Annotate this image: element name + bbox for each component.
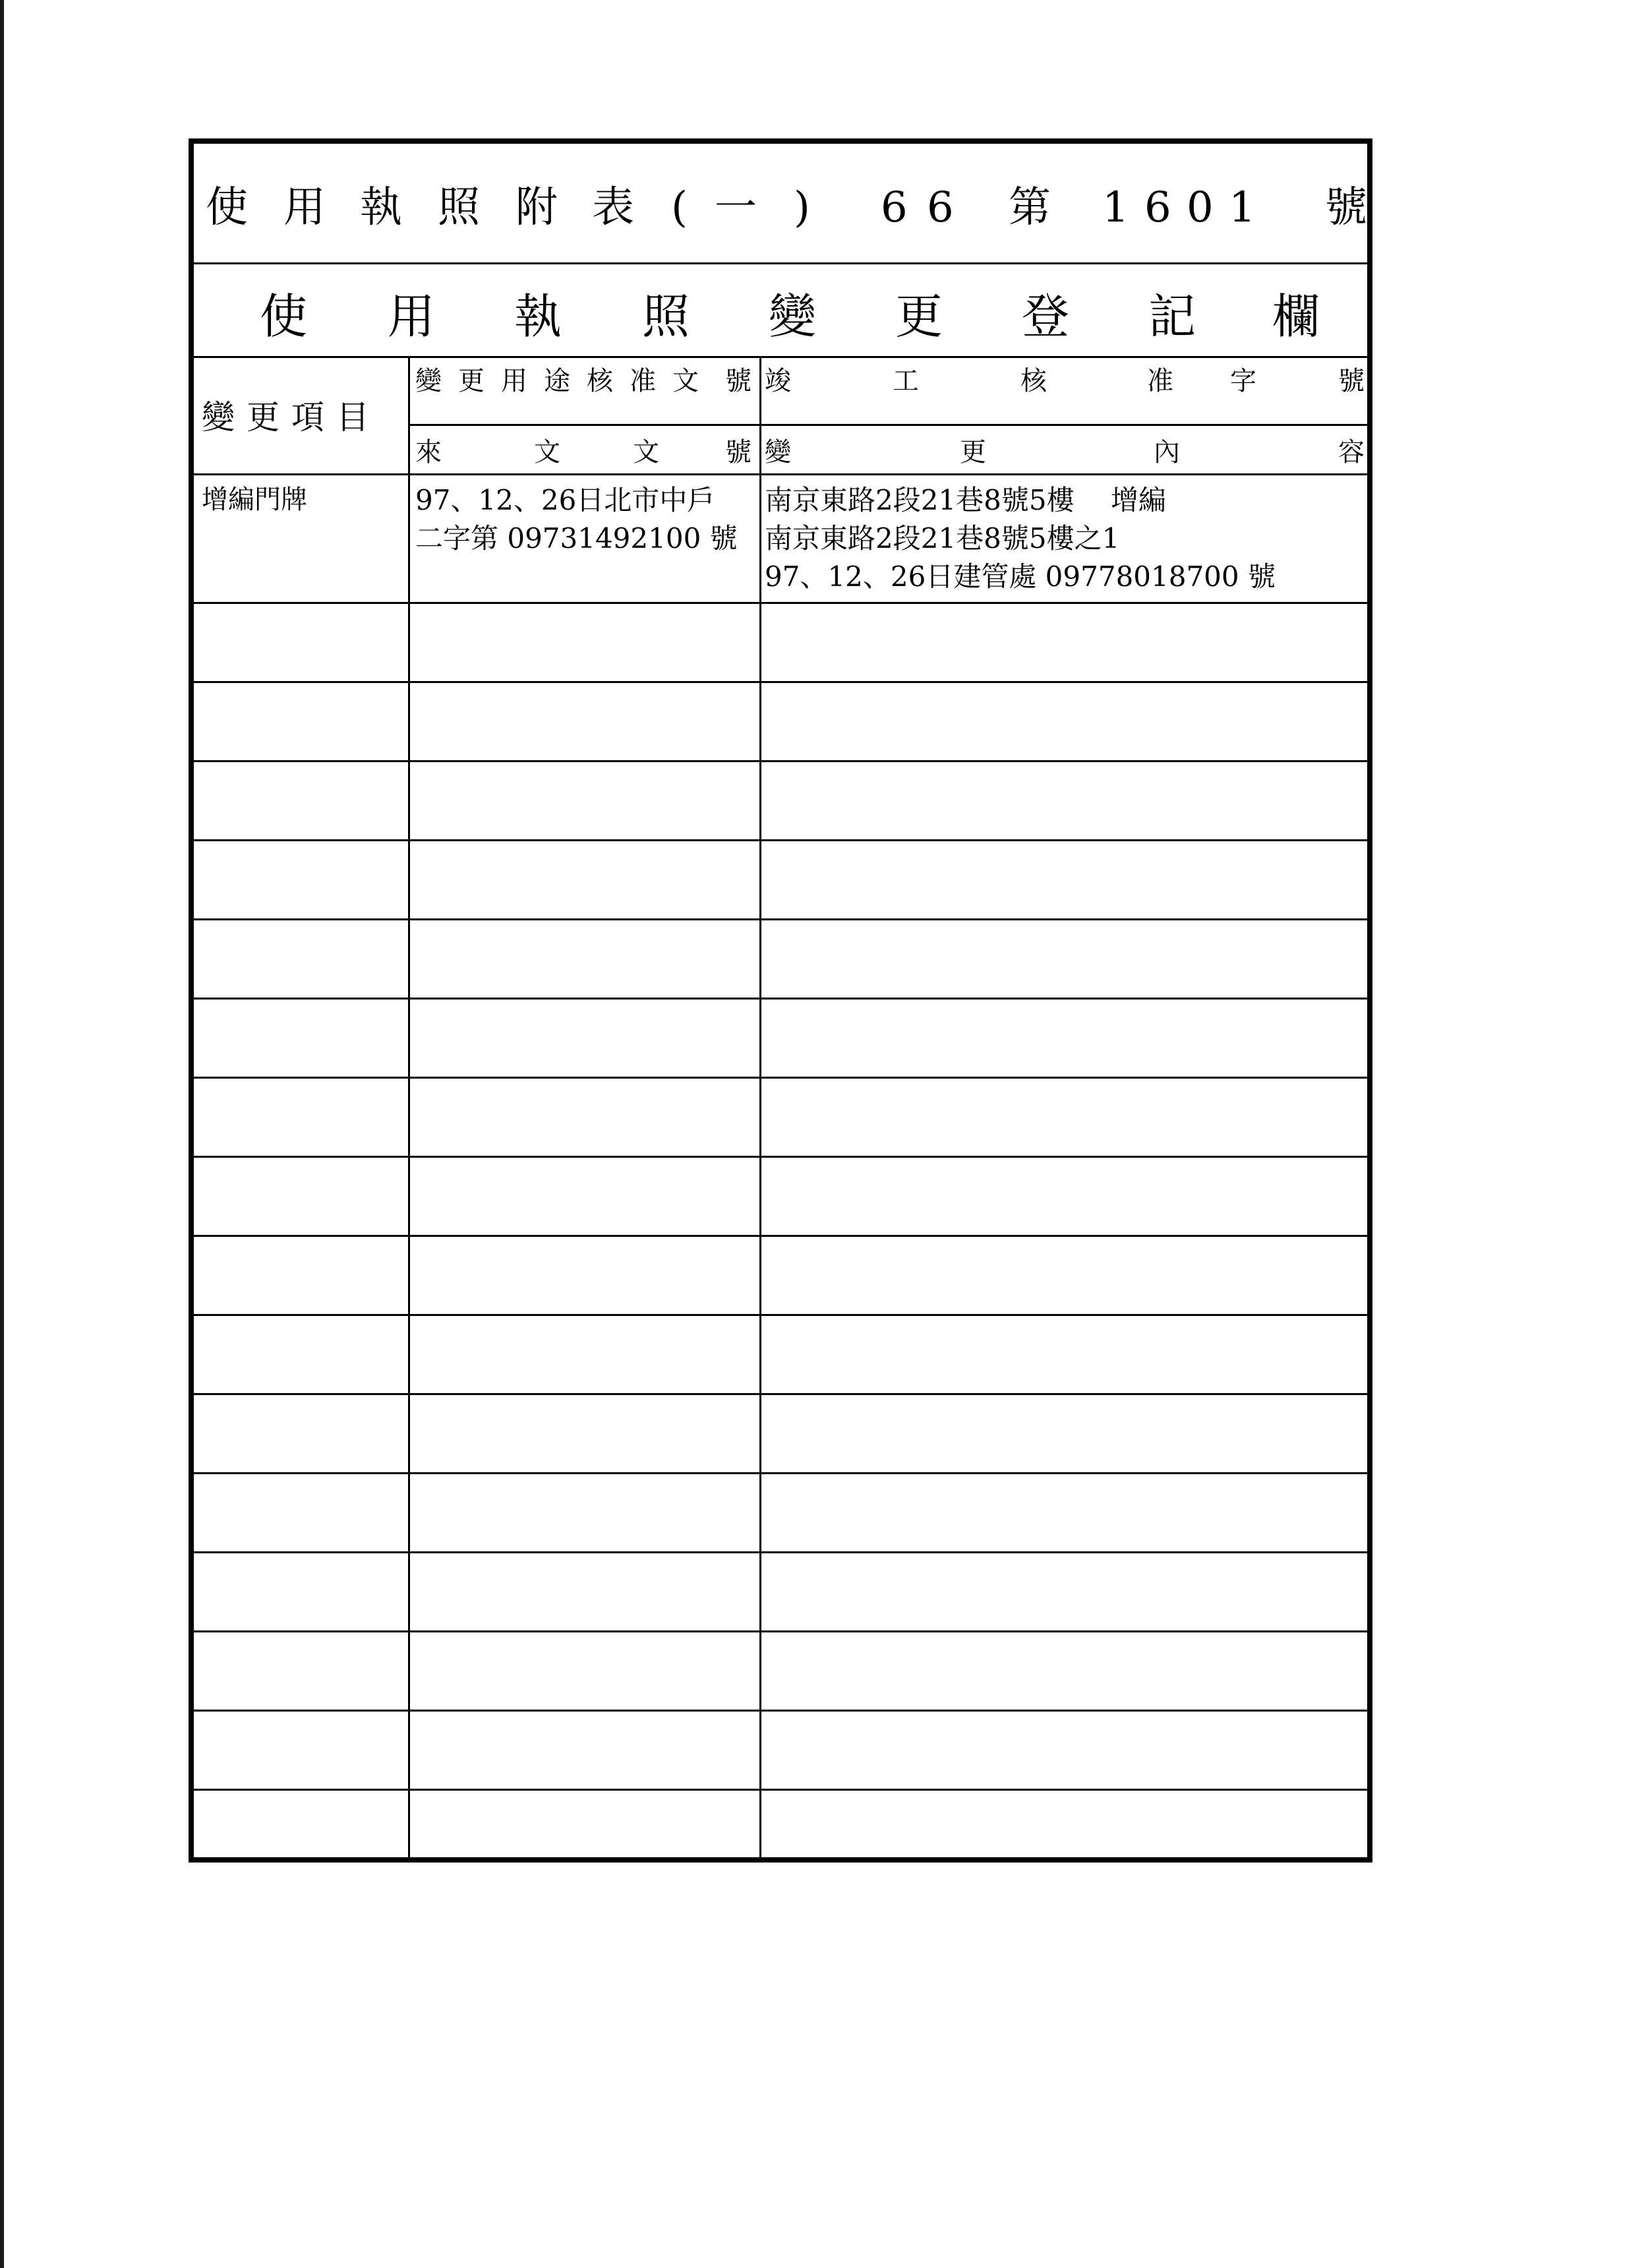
title-char: 表 [592, 183, 634, 232]
row-doc-line: 二字第 09731492100 號 [415, 522, 738, 554]
row-rule [194, 918, 1367, 920]
header-subdivider [408, 424, 1367, 426]
row-rule [194, 602, 1367, 604]
heading-char: 用 [388, 289, 436, 344]
row-change-item: 增編門牌 [202, 485, 307, 515]
row-doc-line: 97、12、26日北市中戶 [415, 484, 715, 516]
header-approval-char: 更 [458, 366, 485, 396]
row-rule [194, 1235, 1367, 1237]
title-char: ) [794, 183, 810, 232]
header-change-item: 變更項目 [202, 398, 381, 436]
title-char: 照 [438, 183, 480, 232]
header-bottom-rule [194, 473, 1367, 475]
column-divider-1 [408, 356, 410, 1863]
header-completion-char: 核 [1020, 366, 1047, 396]
title-char: 執 [360, 183, 402, 232]
header-incoming-char: 文 [534, 437, 560, 467]
heading-char: 記 [1148, 289, 1196, 344]
rule-under-register-heading [194, 356, 1367, 358]
header-approval-char: 文 [672, 366, 699, 396]
row-rule [194, 760, 1367, 762]
header-approval-char: 變 [415, 366, 442, 396]
row-rule [194, 1472, 1367, 1474]
title-char: 一 [715, 183, 757, 232]
row-rule [194, 839, 1367, 841]
header-incoming-char: 號 [725, 437, 751, 467]
heading-char: 照 [642, 289, 690, 344]
title-char: 6 [927, 183, 954, 232]
heading-char: 登 [1022, 289, 1070, 344]
title-char: 使 [206, 183, 248, 232]
header-completion-char: 號 [1338, 366, 1365, 396]
title-char: 0 [1187, 183, 1214, 232]
title-char: 用 [283, 183, 326, 232]
header-completion-char: 竣 [765, 366, 791, 396]
use-permit-appendix-sheet [189, 138, 1372, 1863]
title-char: 附 [516, 183, 558, 232]
row-content-line: 南京東路2段21巷8號5樓之1 [765, 522, 1120, 554]
header-approval-char: 准 [630, 366, 656, 396]
header-content-char: 容 [1338, 437, 1365, 467]
header-content-char: 更 [960, 437, 986, 467]
header-approval-char: 號 [725, 366, 751, 396]
header-content-char: 變 [765, 437, 791, 467]
title-row [200, 157, 1367, 243]
header-incoming-char: 文 [633, 437, 659, 467]
header-completion-char: 工 [893, 366, 919, 396]
title-char: 1 [1102, 183, 1129, 232]
row-rule [194, 1630, 1367, 1632]
heading-char: 欄 [1272, 289, 1320, 344]
row-rule [194, 1710, 1367, 1712]
row-content-line: 南京東路2段21巷8號5樓 增編 [765, 484, 1166, 516]
row-rule [194, 1789, 1367, 1791]
title-char: 6 [1144, 183, 1171, 232]
row-rule [194, 1551, 1367, 1553]
title-char: ( [671, 183, 688, 232]
row-rule [194, 998, 1367, 1000]
title-char: 1 [1229, 183, 1256, 232]
header-content-char: 內 [1154, 437, 1180, 467]
header-approval-char: 途 [544, 366, 570, 396]
row-rule [194, 1077, 1367, 1079]
row-rule [194, 681, 1367, 683]
header-completion-char: 字 [1230, 366, 1256, 396]
rule-under-title [194, 262, 1367, 264]
header-approval-char: 用 [501, 366, 527, 396]
title-char: 6 [881, 183, 908, 232]
heading-char: 執 [514, 289, 562, 344]
header-approval-char: 核 [587, 366, 613, 396]
row-rule [194, 1156, 1367, 1158]
heading-char: 使 [260, 289, 308, 344]
title-char: 號 [1325, 183, 1367, 232]
title-char: 第 [1009, 183, 1051, 232]
header-completion-char: 准 [1147, 366, 1173, 396]
column-divider-2 [759, 356, 761, 1863]
heading-char: 變 [769, 289, 817, 344]
row-rule [194, 1314, 1367, 1316]
heading-char: 更 [895, 289, 943, 344]
header-incoming-char: 來 [415, 437, 442, 467]
row-content-line: 97、12、26日建管處 09778018700 號 [765, 560, 1276, 593]
scan-edge [0, 0, 4, 2268]
row-rule [194, 1393, 1367, 1395]
